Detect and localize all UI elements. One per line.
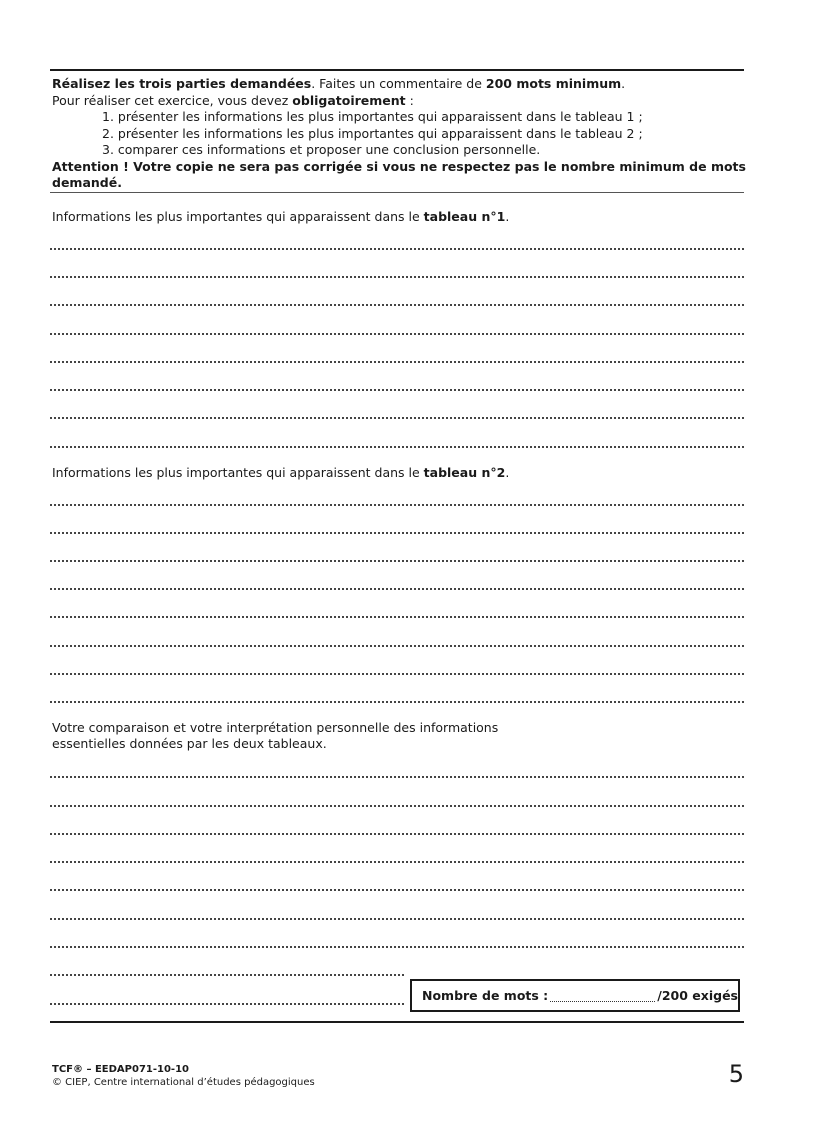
- section-2-text: Informations les plus importantes qui apparaissent dans le: [52, 465, 424, 480]
- section-1-text: Informations les plus importantes qui apparaissent dans le: [52, 209, 424, 224]
- section-3-heading: [52, 720, 498, 752]
- answer-line-1-8[interactable]: [50, 446, 744, 448]
- word-count-label: Nombre de mots :: [422, 988, 549, 1003]
- word-count-field[interactable]: [550, 989, 655, 1002]
- answer-line-1-6[interactable]: [50, 389, 744, 391]
- instruction-text-end: :: [405, 92, 414, 108]
- instruction-item-3: 3. comparer ces informations et proposer une conclusion personnelle.: [102, 142, 541, 157]
- answer-line-1-5[interactable]: [50, 361, 744, 363]
- instruction-item-1: 1. présenter les informations les plus importantes qui apparaissent dans le tableau 1 ;: [102, 109, 643, 124]
- footer: [52, 1063, 315, 1089]
- answer-line-2-4[interactable]: [50, 588, 744, 590]
- answer-line-1-1[interactable]: [50, 248, 744, 250]
- answer-line-3-5[interactable]: [50, 889, 744, 891]
- page-number: 5: [728, 1060, 744, 1088]
- answer-line-1-3[interactable]: [50, 304, 744, 306]
- instruction-line-1: [52, 76, 752, 93]
- instruction-item-2: 2. présenter les informations les plus importantes qui apparaissent dans le tableau 2 ;: [102, 125, 643, 141]
- section-2-heading: [52, 465, 509, 481]
- answer-line-3-8[interactable]: [50, 974, 404, 976]
- answer-line-3-9[interactable]: [50, 1003, 404, 1005]
- instruction-bold: Réalisez les trois parties demandées: [52, 76, 312, 91]
- bottom-rule: [50, 1021, 744, 1023]
- section-1-heading: [52, 209, 509, 225]
- answer-line-2-2[interactable]: [50, 532, 744, 534]
- section-3-line-2: essentielles données par les deux tableaux.: [52, 736, 327, 751]
- answer-line-2-3[interactable]: [50, 560, 744, 562]
- answer-line-3-7[interactable]: [50, 946, 744, 948]
- instruction-bold-obligatoirement: obligatoirement: [292, 92, 406, 108]
- answer-line-2-8[interactable]: [50, 701, 744, 703]
- warning-text: [52, 159, 752, 192]
- answer-line-3-6[interactable]: [50, 918, 744, 920]
- instruction-text-end: .: [621, 76, 626, 91]
- answer-line-2-5[interactable]: [50, 616, 744, 618]
- answer-line-2-6[interactable]: [50, 645, 744, 647]
- top-rule: [50, 69, 744, 71]
- word-count-box: [410, 979, 740, 1012]
- answer-line-1-7[interactable]: [50, 417, 744, 419]
- answer-line-3-4[interactable]: [50, 861, 744, 863]
- section-2-end: .: [505, 465, 510, 480]
- instruction-text: . Faites un commentaire de: [311, 76, 486, 91]
- footer-organization: © CIEP, Centre international d’études pédagogiques: [52, 1077, 315, 1088]
- instruction-line-2: [52, 93, 752, 110]
- answer-line-1-2[interactable]: [50, 276, 744, 278]
- answer-line-2-7[interactable]: [50, 673, 744, 675]
- section-divider: [50, 192, 744, 193]
- answer-line-2-1[interactable]: [50, 504, 744, 506]
- instructions-block: [52, 76, 752, 192]
- section-1-end: .: [505, 209, 510, 224]
- instruction-bold-minimum: 200 mots minimum: [485, 76, 622, 91]
- footer-exam-code: TCF® – EEDAP071-10-10: [52, 1064, 189, 1075]
- warning-bold: Attention ! Votre copie ne sera pas corrigée si vous ne respectez pas le nombre minimum de mots demandé.: [52, 158, 746, 190]
- answer-line-1-4[interactable]: [50, 333, 744, 335]
- answer-line-3-1[interactable]: [50, 776, 744, 778]
- answer-line-3-3[interactable]: [50, 833, 744, 835]
- section-1-table-ref: tableau n°1: [423, 209, 506, 224]
- section-3-line-1: Votre comparaison et votre interprétation personnelle des informations: [52, 720, 499, 735]
- section-2-table-ref: tableau n°2: [423, 465, 506, 480]
- answer-line-3-2[interactable]: [50, 805, 744, 807]
- word-count-suffix: /200 exigés: [657, 988, 738, 1003]
- instruction-text: Pour réaliser cet exercice, vous devez: [52, 92, 293, 108]
